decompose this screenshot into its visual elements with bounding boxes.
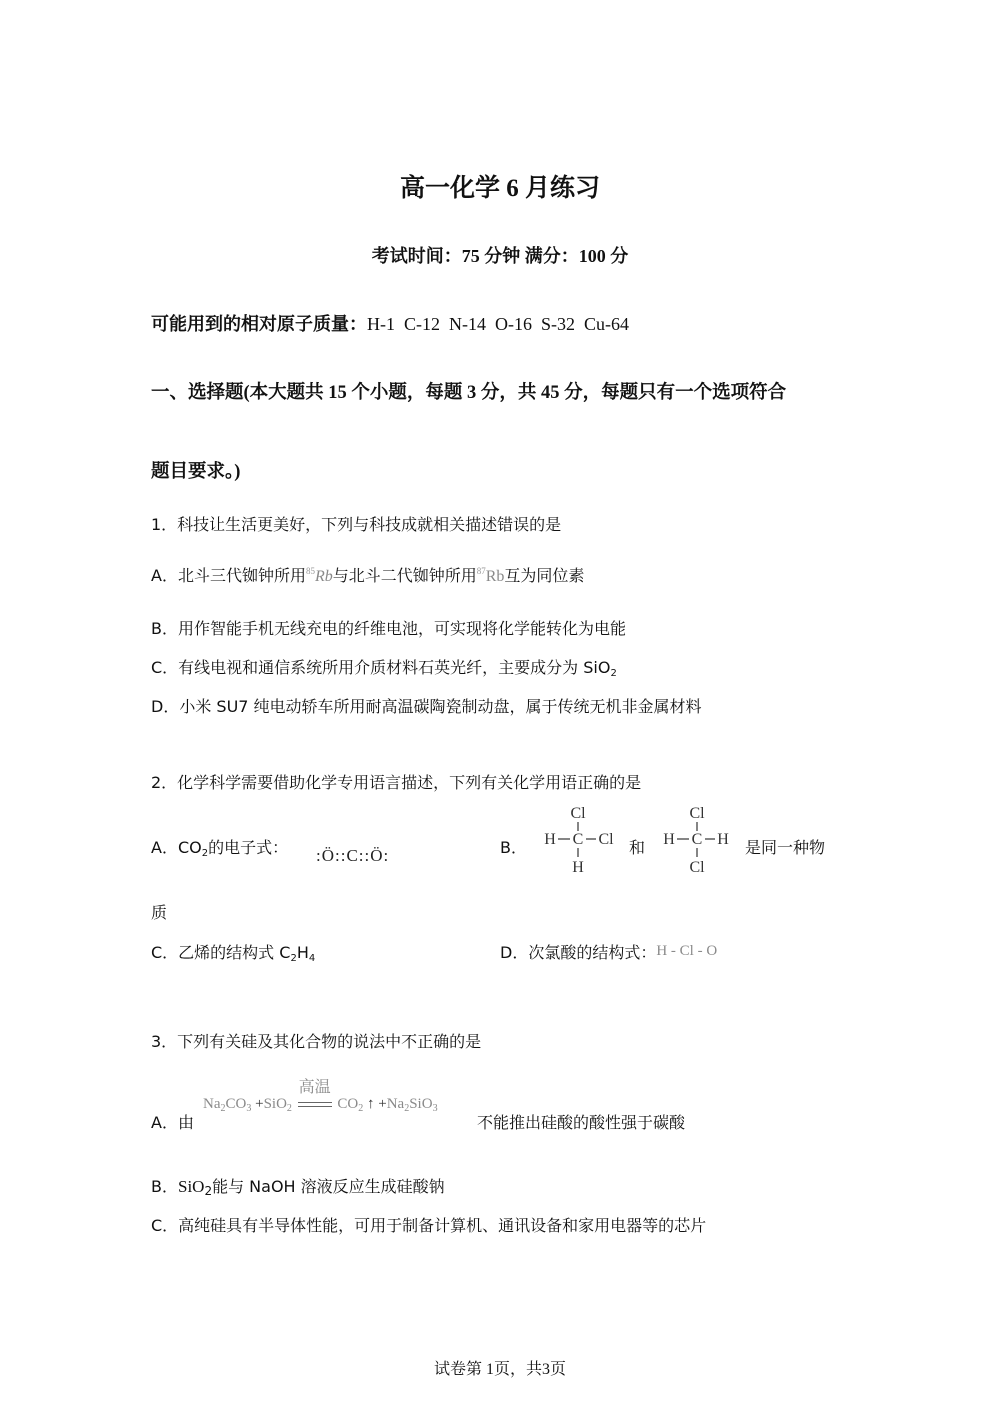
q3-b-suffix: 能与 NaOH 溶液反应生成硅酸钠 xyxy=(212,1177,445,1196)
q1-c-subscript: 2 xyxy=(610,668,617,679)
exam-info: 考试时间：75 分钟 满分：100 分 xyxy=(371,246,629,266)
q3-option-b xyxy=(151,1174,445,1198)
q2-a-suffix: 的电子式： xyxy=(208,838,289,857)
atomic-masses-label: 可能用到的相对原子质量： xyxy=(151,314,367,334)
q1-a-isotope2-symbol: Rb xyxy=(485,568,505,585)
mol2-bottom-atom: Cl xyxy=(689,859,705,876)
q2-stem: 2．化学科学需要借助化学专用语言描述，下列有关化学用语正确的是 xyxy=(151,773,642,792)
q3-b-formula: SiO xyxy=(177,1177,205,1196)
q1-option-b: B．用作智能手机无线充电的纤维电池，可实现将化学能转化为电能 xyxy=(151,619,626,638)
q2-a-electron-formula: :Ö::C::Ö: xyxy=(316,846,390,865)
q1-a-isotope2-mass: 87 xyxy=(476,566,486,576)
q3-a-prefix: A．由 xyxy=(151,1113,194,1132)
mol1-center-atom: C xyxy=(572,831,584,848)
section-heading-line2: 题目要求。) xyxy=(151,462,241,482)
eq-line-bottom xyxy=(298,1106,332,1107)
q3-b-subscript: 2 xyxy=(204,1184,213,1198)
q1-a-middle: 与北斗二代铷钟所用 xyxy=(332,566,477,585)
q2-a-subscript: 2 xyxy=(201,848,209,859)
q1-a-isotope1-symbol: Rb xyxy=(314,568,333,585)
mol2-center-atom: C xyxy=(691,831,703,848)
eq-plus1: + xyxy=(255,1096,264,1112)
q2-c-h: H xyxy=(296,943,309,962)
q1-option-c xyxy=(151,655,617,679)
q3-a-suffix: 不能推出硅酸的酸性强于碳酸 xyxy=(477,1113,686,1132)
q2-b-label: B． xyxy=(500,838,527,857)
mol1-top-atom: Cl xyxy=(570,805,586,822)
atomic-masses-values: H-1 C-12 N-14 O-16 S-32 Cu-64 xyxy=(367,314,629,334)
mol2-right-atom: H xyxy=(717,831,729,848)
mol2-left-atom: H xyxy=(663,831,675,848)
q2-option-d xyxy=(500,940,717,963)
q2-b-suffix: 是同一种物 xyxy=(745,838,826,857)
eq-r1: $Na_2CO_3$ xyxy=(203,1096,252,1114)
q3-option-c: C．高纯硅具有半导体性能，可用于制备计算机、通讯设备和家用电器等的芯片 xyxy=(151,1216,707,1235)
eq-r2: SiO$_2$ xyxy=(263,1096,292,1114)
eq-arrow-up: ↑ xyxy=(367,1096,375,1112)
eq-condition: 高温 xyxy=(298,1076,331,1096)
q1-option-a xyxy=(151,563,584,586)
q2-c-sub2: 4 xyxy=(308,953,316,964)
q1-stem: 1．科技让生活更美好，下列与科技成就相关描述错误的是 xyxy=(151,515,562,534)
q2-option-a xyxy=(151,835,288,859)
atomic-masses xyxy=(151,310,629,336)
page-footer: 试卷第 1页，共3页 xyxy=(433,1361,566,1378)
q2-d-formula: H - Cl - O xyxy=(656,943,718,959)
q2-b-continuation: 质 xyxy=(151,903,168,922)
q1-c-text: C．有线电视和通信系统所用介质材料石英光纤，主要成分为 SiO xyxy=(151,658,611,677)
section-heading-line1: 一、选择题(本大题共 15 个小题，每题 3 分，共 45 分，每题只有一个选项符合 xyxy=(151,383,787,403)
mol1-left-atom: H xyxy=(544,831,556,848)
mol2-top-atom: Cl xyxy=(689,805,705,822)
page-title: 高一化学 6 月练习 xyxy=(399,175,600,202)
q2-b-and: 和 xyxy=(629,838,646,857)
eq-line-top xyxy=(298,1102,332,1103)
q1-a-prefix: A．北斗三代铷钟所用 xyxy=(151,566,306,585)
q2-option-c xyxy=(151,940,315,964)
q1-option-d: D．小米 SU7 纯电动轿车所用耐高温碳陶瓷制动盘，属于传统无机非金属材料 xyxy=(151,697,702,716)
q3-a-equation xyxy=(203,1076,438,1114)
mol1-right-atom: Cl xyxy=(598,831,614,848)
q2-c-text: C．乙烯的结构式 C xyxy=(151,943,291,962)
q2-d-text: D．次氯酸的结构式： xyxy=(500,943,657,962)
mol1-bottom-atom: H xyxy=(572,859,584,876)
q1-a-isotope1-mass: 85 xyxy=(305,566,315,576)
eq-p1: $CO_2$ xyxy=(337,1096,364,1114)
eq-p2: $Na_2SiO_3$ xyxy=(386,1096,438,1114)
q2-a-prefix: A．CO xyxy=(151,838,202,857)
q3-b-label: B． xyxy=(151,1177,178,1196)
eq-plus2: + xyxy=(378,1096,387,1112)
q3-stem: 3．下列有关硅及其化合物的说法中不正确的是 xyxy=(151,1032,482,1051)
q2-b-molecule-1 xyxy=(538,800,624,878)
q2-c-sub1: 2 xyxy=(290,953,297,964)
q1-a-suffix: 互为同位素 xyxy=(504,566,585,585)
eq-condition-arrow xyxy=(296,1076,334,1112)
q2-b-molecule-2 xyxy=(657,800,737,878)
